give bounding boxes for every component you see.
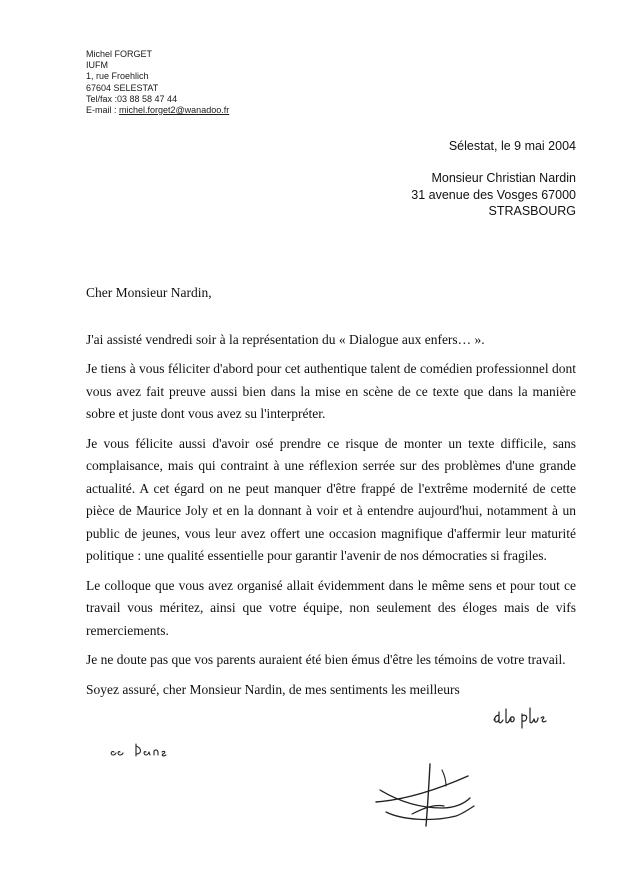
letter-body — [86, 282, 576, 701]
sender-phone: Tel/fax :03 88 58 47 44 — [86, 93, 178, 104]
sender-name: Michel FORGET — [86, 49, 153, 59]
paragraph-2: Je tiens à vous féliciter d'abord pour cet authentique talent de comédien professionnel dont vous avez fait preuve aussi bien dans la mise en scène de ce texte que dans la manière sobre et juste dont vous avez su l'interpréter. — [86, 361, 576, 421]
paragraph-4: Le colloque que vous avez organisé allait évidemment dans le même sens et pour tout ce travail vous méritez, ainsi que votre équipe, non seulement des éloges mais de vifs remerciements. — [86, 577, 576, 638]
paragraph-5: Je ne doute pas que vos parents auraient été bien émus d'être les témoins de votre travail. — [86, 652, 566, 667]
sender-block — [86, 49, 229, 116]
recipient-address: 31 avenue des Vosges 67000 — [411, 187, 576, 202]
recipient-block — [411, 170, 576, 220]
recipient-name: Monsieur Christian Nardin — [431, 171, 576, 185]
sender-city: 67604 SELESTAT — [86, 82, 159, 93]
handwritten-line2 — [108, 740, 188, 762]
salutation: Cher Monsieur Nardin, — [86, 285, 212, 300]
sender-org: IUFM — [86, 60, 108, 71]
recipient-city: STRASBOURG — [488, 204, 576, 218]
sender-email-line — [86, 105, 229, 116]
handwritten-addition — [490, 704, 560, 730]
signature — [372, 762, 482, 830]
sender-street: 1, rue Froehlich — [86, 71, 149, 82]
sender-email-label: E-mail : — [86, 105, 120, 116]
letter-date: Sélestat, le 9 mai 2004 — [448, 139, 576, 153]
paragraph-1: J'ai assisté vendredi soir à la représentation du « Dialogue aux enfers… ». — [86, 331, 485, 347]
paragraph-3: Je vous félicite aussi d'avoir osé prendre ce risque de monter un texte difficile, sans complaisance, mais qui contraint à une réflexion serrée sur des problèmes d'une grande actualité. A cet égard on ne peut manquer d'être frappé de l'extrême modernité de cette pièce de Maurice Joly et en la donnant à voir et à entendre aujourd'hui, notamment à un public de jeunes, vous leur avez offert une occasion magnifique d'affermir leur maturité politique : une qualité essentielle pour garantir l'avenir de nos démocraties si fragiles. — [86, 435, 576, 563]
sender-email-link[interactable]: michel.forget2@wanadoo.fr — [119, 105, 230, 116]
closing-line: Soyez assuré, cher Monsieur Nardin, de mes sentiments les meilleurs — [86, 681, 460, 697]
